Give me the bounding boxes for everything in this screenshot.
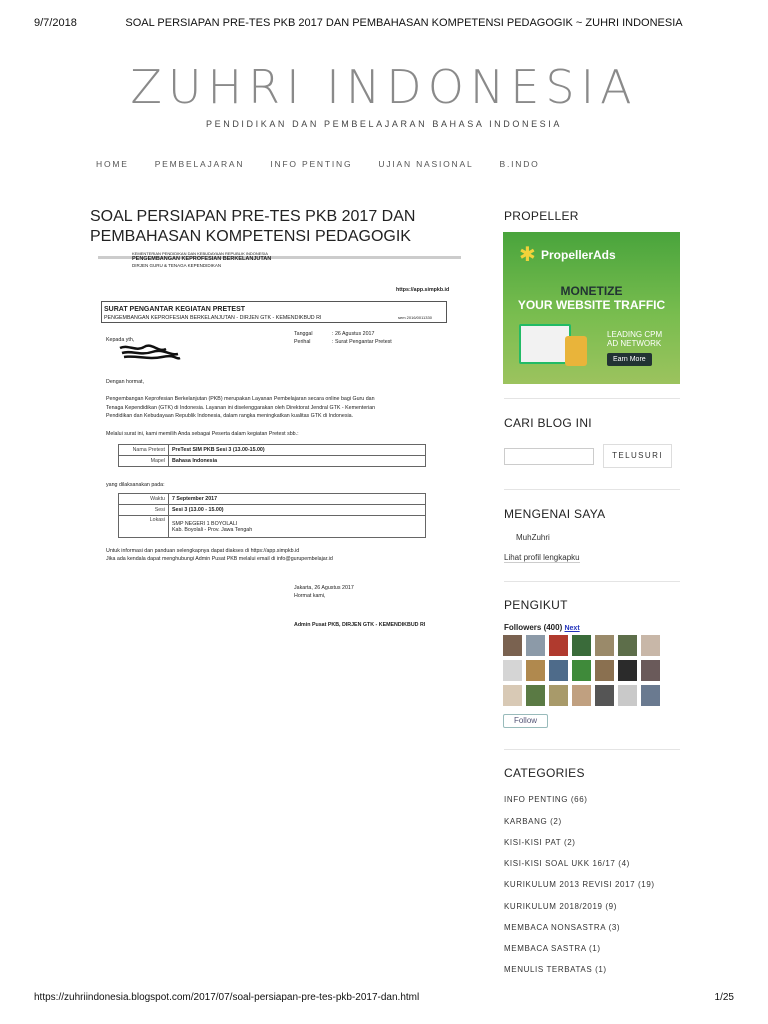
search-input[interactable]: [504, 448, 594, 465]
avatar[interactable]: [641, 660, 660, 681]
doc-regards: Hormat kami,: [294, 593, 326, 599]
nav-home[interactable]: HOME: [96, 159, 129, 169]
site-title[interactable]: ZUHRI INDONESIA: [130, 60, 638, 114]
table-key: Lokasi: [119, 516, 169, 538]
ad-lead-2: AD NETWORK: [607, 339, 662, 348]
profile-link[interactable]: Lihat profil lengkapku: [504, 553, 580, 562]
avatar[interactable]: [572, 685, 591, 706]
table-value: Kab. Boyolali - Prov. Jawa Tengah: [172, 526, 253, 533]
follow-button[interactable]: Follow: [503, 714, 548, 728]
coin-stack-icon: [565, 336, 587, 366]
table-key: Waktu: [119, 494, 169, 505]
avatar[interactable]: [572, 660, 591, 681]
print-page-number: 1/25: [714, 992, 734, 1003]
category-link[interactable]: KARBANG (2): [504, 817, 562, 826]
doc-paragraph-1b: Tenaga Kependidikan (GTK) di Indonesia. Layanan ini diselenggarakan oleh Direktorat Jendral GTK - Kementerian: [106, 405, 376, 411]
doc-perihal-key: Perihal: [294, 339, 311, 345]
doc-salam: Dengan hormat,: [106, 379, 144, 385]
category-link[interactable]: MEMBACA NONSASTRA (3): [504, 923, 621, 932]
avatar[interactable]: [618, 635, 637, 656]
avatar[interactable]: [595, 635, 614, 656]
doc-paragraph-2: Melalui surat ini, kami memilih Anda sebagai Peserta dalam kegiatan Pretest sbb.:: [106, 431, 299, 437]
doc-paragraph-1c: Pendidikan dan Kebudayaan Republik Indonesia, dalam rangka meningkatkan kualitas GTK di Indonesia.: [106, 413, 354, 419]
ad-cta-button[interactable]: Earn More: [607, 353, 652, 366]
table-key: Sesi: [119, 505, 169, 516]
category-link[interactable]: INFO PENTING (66): [504, 795, 588, 804]
propeller-ad-banner[interactable]: [503, 232, 680, 384]
doc-signature: Admin Pusat PKB, DIRJEN GTK - KEMENDIKBUD RI: [294, 622, 426, 628]
doc-heading: SURAT PENGANTAR KEGIATAN PRETEST: [104, 306, 246, 313]
avatar[interactable]: [572, 635, 591, 656]
category-link[interactable]: KURIKULUM 2018/2019 (9): [504, 902, 617, 911]
doc-subheading: PENGEMBANGAN KEPROFESIAN BERKELANJUTAN - DIRJEN GTK - KEMENDIKBUD RI: [104, 315, 322, 321]
avatar[interactable]: [526, 685, 545, 706]
followers-next-link[interactable]: Next: [564, 625, 580, 632]
redacted-scribble: [118, 344, 182, 362]
avatar[interactable]: [618, 685, 637, 706]
doc-info-2: Jika ada kendala dapat menghubungi Admin Pusat PKB melalui email di info@gurupembelajar.id: [106, 556, 333, 562]
ad-lead: [607, 330, 662, 348]
propeller-logo-icon: ✱: [519, 244, 536, 266]
chart-screen-icon: [519, 324, 571, 364]
category-link[interactable]: KISI-KISI PAT (2): [504, 838, 576, 847]
print-url[interactable]: https://zuhriindonesia.blogspot.com/2017/07/soal-persiapan-pre-tes-pkb-2017-dan.html: [34, 992, 420, 1003]
doc-schedule-table: [118, 493, 426, 538]
about-heading: MENGENAI SAYA: [504, 507, 606, 521]
main-nav: [96, 159, 566, 169]
ad-line-2: YOUR WEBSITE TRAFFIC: [517, 298, 666, 312]
avatar[interactable]: [618, 660, 637, 681]
doc-number: sem 2016/0011330: [398, 315, 432, 320]
doc-info-1: Untuk informasi dan panduan selengkapnya dapat diakses di https://app.simpkb.id: [106, 548, 300, 554]
print-title: SOAL PERSIAPAN PRE-TES PKB 2017 DAN PEMBAHASAN KOMPETENSI PEDAGOGIK ~ ZUHRI INDONESIA: [125, 17, 683, 29]
propeller-heading: PROPELLER: [504, 209, 579, 223]
print-header: [0, 17, 768, 33]
avatar[interactable]: [503, 660, 522, 681]
divider: [504, 489, 680, 490]
followers-count-label: Followers (400): [504, 623, 563, 632]
table-value: PreTest SIM PKB Sesi 3 (13.00-15.00): [169, 445, 426, 456]
avatar[interactable]: [503, 685, 522, 706]
post-title: SOAL PERSIAPAN PRE-TES PKB 2017 DAN PEMBAHASAN KOMPETENSI PEDAGOGIK: [90, 208, 416, 245]
doc-org2: DIRJEN GURU & TENAGA KEPENDIDIKAN: [132, 263, 222, 268]
category-link[interactable]: MEMBACA SASTRA (1): [504, 944, 601, 953]
nav-b-indo[interactable]: B.INDO: [499, 159, 540, 169]
letter-image: [98, 248, 462, 638]
avatar[interactable]: [549, 635, 568, 656]
avatar[interactable]: [641, 635, 660, 656]
doc-tanggal-value: : 26 Agustus 2017: [332, 331, 375, 337]
site-tagline: PENDIDIKAN DAN PEMBELAJARAN BAHASA INDONESIA: [206, 119, 562, 129]
doc-dilaksanakan: yang dilaksanakan pada:: [106, 482, 165, 488]
followers-grid: [503, 635, 673, 706]
nav-info-penting[interactable]: INFO PENTING: [270, 159, 353, 169]
divider: [504, 398, 680, 399]
doc-pretest-table: [118, 444, 426, 467]
categories-heading: CATEGORIES: [504, 766, 585, 780]
table-value-cell: [169, 516, 426, 538]
ad-line-1: MONETIZE: [560, 284, 623, 298]
doc-place-date: Jakarta, 26 Agustus 2017: [294, 585, 354, 591]
avatar[interactable]: [641, 685, 660, 706]
category-link[interactable]: KURIKULUM 2013 REVISI 2017 (19): [504, 880, 655, 889]
category-link[interactable]: MENULIS TERBATAS (1): [504, 965, 607, 974]
doc-paragraph-1a: Pengembangan Keprofesian Berkelanjutan (PKB) merupakan Layanan Pembelajaran secara online bagi Guru dan: [106, 396, 375, 402]
ad-lead-1: LEADING CPM: [607, 330, 663, 339]
followers-heading: PENGIKUT: [504, 598, 568, 612]
nav-ujian-nasional[interactable]: UJIAN NASIONAL: [378, 159, 474, 169]
author-name[interactable]: MuhZuhri: [516, 533, 550, 542]
category-link[interactable]: KISI-KISI SOAL UKK 16/17 (4): [504, 859, 630, 868]
avatar[interactable]: [549, 685, 568, 706]
avatar[interactable]: [549, 660, 568, 681]
table-key: Nama Pretest: [119, 445, 169, 456]
ad-brand: PropellerAds: [541, 248, 616, 262]
table-value: 7 September 2017: [169, 494, 426, 505]
table-value: SMP NEGERI 1 BOYOLALI: [172, 520, 238, 527]
search-heading: CARI BLOG INI: [504, 416, 592, 430]
search-button[interactable]: TELUSURI: [603, 444, 672, 468]
avatar[interactable]: [503, 635, 522, 656]
table-key: Mapel: [119, 456, 169, 467]
nav-pembelajaran[interactable]: PEMBELAJARAN: [154, 159, 245, 169]
avatar[interactable]: [595, 660, 614, 681]
avatar[interactable]: [526, 635, 545, 656]
doc-ministry: KEMENTERIAN PENDIDIKAN DAN KEBUDAYAAN REPUBLIK INDONESIA: [132, 251, 268, 256]
avatar[interactable]: [595, 685, 614, 706]
doc-org: PENGEMBANGAN KEPROFESIAN BERKELANJUTAN: [132, 256, 272, 262]
divider: [504, 749, 680, 750]
table-value: Bahasa Indonesia: [169, 456, 426, 467]
followers-count: [504, 623, 580, 632]
table-value: Sesi 3 (13.00 - 15.00): [169, 505, 426, 516]
doc-site: https://app.simpkb.id: [396, 287, 450, 293]
doc-perihal-value: : Surat Pengantar Pretest: [332, 339, 392, 345]
doc-kepada: Kepada yth,: [106, 337, 135, 343]
avatar[interactable]: [526, 660, 545, 681]
divider: [504, 581, 680, 582]
doc-tanggal-key: Tanggal: [294, 331, 313, 337]
print-date: 9/7/2018: [34, 17, 77, 29]
